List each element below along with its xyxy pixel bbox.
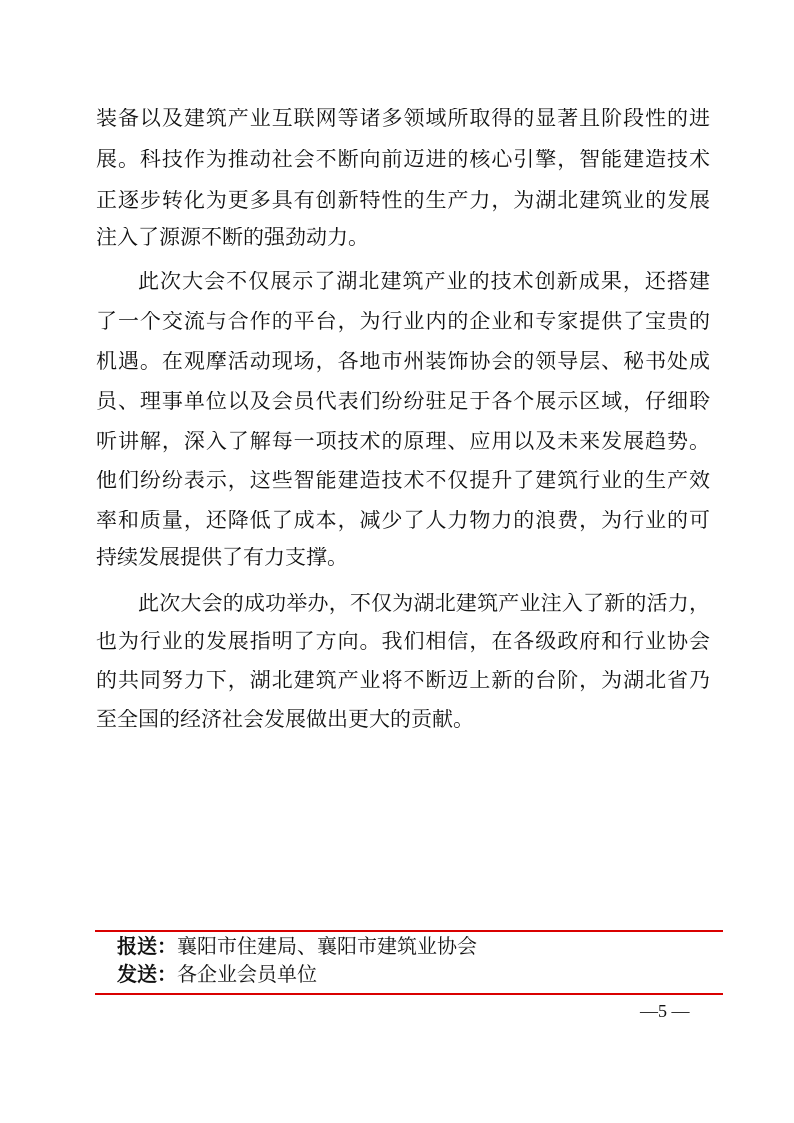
body-line: 正逐步转化为更多具有创新特性的生产力，为湖北建筑业的发展 bbox=[96, 190, 710, 212]
body-line: 他们纷纷表示，这些智能建造技术不仅提升了建筑行业的生产效 bbox=[96, 470, 710, 492]
footer-bottom-rule bbox=[95, 993, 723, 995]
page-number: —5 — bbox=[640, 1001, 690, 1021]
report-to-label: 报送： bbox=[117, 934, 177, 958]
body-line: 注入了源源不断的强劲动力。 bbox=[96, 227, 369, 249]
body-line: 至全国的经济社会发展做出更大的贡献。 bbox=[96, 709, 474, 731]
body-line: 机遇。在观摩活动现场，各地市州装饰协会的领导层、秘书处成 bbox=[96, 351, 710, 373]
body-line: 员、理事单位以及会员代表们纷纷驻足于各个展示区域，仔细聆 bbox=[96, 391, 710, 413]
body-line: 持续发展提供了有力支撑。 bbox=[96, 547, 348, 569]
body-line: 听讲解，深入了解每一项技术的原理、应用以及未来发展趋势。 bbox=[96, 431, 710, 453]
body-line: 也为行业的发展指明了方向。我们相信，在各级政府和行业协会 bbox=[96, 631, 710, 653]
body-line: 此次大会不仅展示了湖北建筑产业的技术创新成果，还搭建 bbox=[138, 271, 710, 293]
body-line: 率和质量，还降低了成本，减少了人力物力的浪费，为行业的可 bbox=[96, 510, 710, 532]
report-to-value: 襄阳市住建局、襄阳市建筑业协会 bbox=[177, 934, 477, 958]
body-line: 装备以及建筑产业互联网等诸多领域所取得的显著且阶段性的进 bbox=[96, 108, 710, 130]
send-to-row bbox=[117, 963, 317, 985]
report-to-row bbox=[117, 935, 477, 957]
send-to-label: 发送： bbox=[117, 962, 177, 986]
body-line: 此次大会的成功举办，不仅为湖北建筑产业注入了新的活力， bbox=[138, 593, 710, 615]
body-line: 的共同努力下，湖北建筑产业将不断迈上新的台阶，为湖北省乃 bbox=[96, 670, 710, 692]
body-line: 了一个交流与合作的平台，为行业内的企业和专家提供了宝贵的 bbox=[96, 311, 710, 333]
send-to-value: 各企业会员单位 bbox=[177, 962, 317, 986]
footer-top-rule bbox=[95, 930, 723, 932]
body-line: 展。科技作为推动社会不断向前迈进的核心引擎，智能建造技术 bbox=[96, 149, 710, 171]
